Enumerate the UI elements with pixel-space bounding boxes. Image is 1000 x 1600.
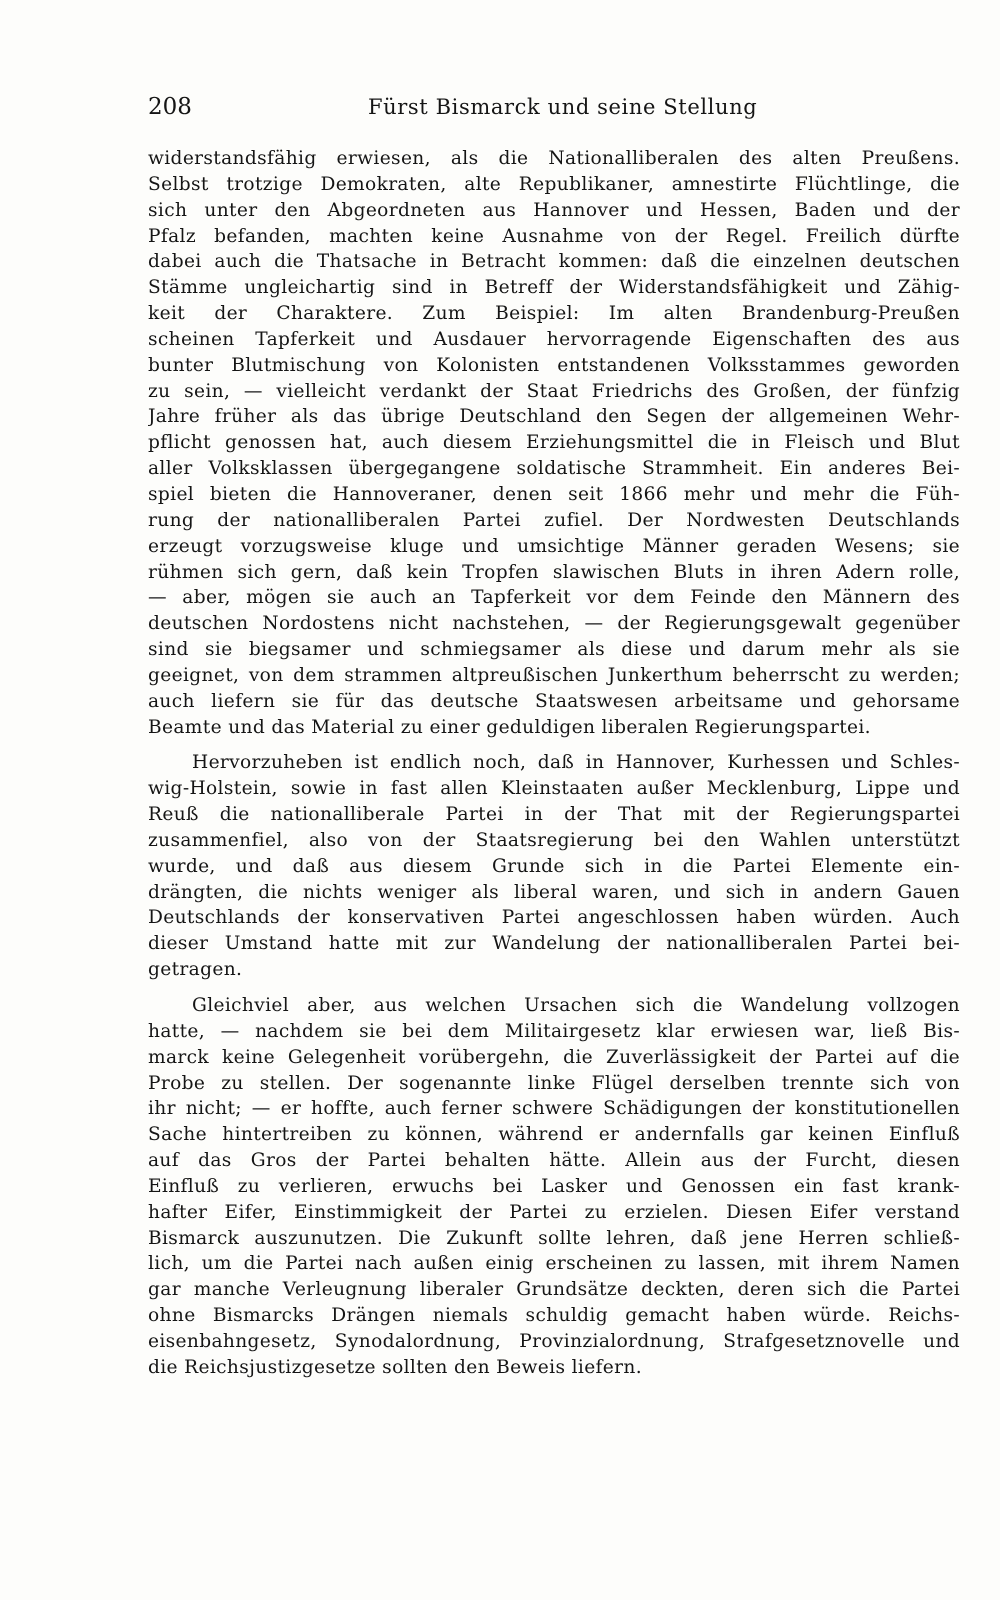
text-line: ohne Bismarcks Drängen niemals schuldig gemacht haben würde. Reichs- (148, 1305, 960, 1327)
text-line: scheinen Tapferkeit und Ausdauer hervorragende Eigenschaften des aus (148, 328, 960, 350)
text-line: lich, um die Partei nach außen einig erscheinen zu lassen, mit ihrem Namen (148, 1253, 960, 1275)
text-line: zu sein, — vielleicht verdankt der Staat Friedrichs des Großen, der fünfzig (148, 380, 960, 402)
page-number: 208 (148, 94, 192, 120)
text-line: ihr nicht; — er hoffte, auch ferner schwere Schädigungen der konstitutionellen (148, 1098, 960, 1120)
text-line: Beamte und das Material zu einer geduldigen liberalen Regierungspartei. (148, 716, 871, 738)
text-line: Hervorzuheben ist endlich noch, daß in Hannover, Kurhessen und Schles- (192, 752, 960, 774)
text-line: keit der Charaktere. Zum Beispiel: Im alten Brandenburg-Preußen (148, 303, 960, 325)
text-line: dabei auch die Thatsache in Betracht kommen: daß die einzelnen deutschen (148, 251, 960, 273)
text-line: spiel bieten die Hannoveraner, denen seit 1866 mehr und mehr die Füh- (148, 483, 960, 505)
text-line: dieser Umstand hatte mit zur Wandelung der nationalliberalen Partei bei- (148, 933, 960, 955)
body-text (148, 146, 960, 1381)
running-head (148, 92, 960, 122)
text-line: Deutschlands der konservativen Partei angeschlossen haben würden. Auch (148, 907, 960, 929)
text-line: rung der nationalliberalen Partei zufiel. Der Nordwesten Deutschlands (148, 509, 960, 531)
text-line: sich unter den Abgeordneten aus Hannover und Hessen, Baden und der (148, 199, 960, 221)
text-line: marck keine Gelegenheit vorübergehn, die Zuverlässigkeit der Partei auf die (148, 1046, 960, 1068)
text-line: Probe zu stellen. Der sogenannte linke Flügel derselben trennte sich von (148, 1072, 960, 1094)
text-line: sind sie biegsamer und schmiegsamer als diese und darum mehr als sie (148, 639, 960, 661)
text-line: wig-Holstein, sowie in fast allen Kleinstaaten außer Mecklenburg, Lippe und (148, 778, 960, 800)
text-line: hafter Eifer, Einstimmigkeit der Partei zu erzielen. Diesen Eifer verstand (148, 1201, 960, 1223)
paragraph (148, 750, 960, 983)
text-line: Gleichviel aber, aus welchen Ursachen sich die Wandelung vollzogen (192, 995, 960, 1016)
text-line: pflicht genossen hat, auch diesem Erziehungsmittel die in Fleisch und Blut (148, 432, 960, 454)
paragraph-gap (148, 740, 960, 750)
text-line: eisenbahngesetz, Synodalordnung, Provinzialordnung, Strafgesetznovelle und (148, 1330, 960, 1352)
text-line: — aber, mögen sie auch an Tapferkeit vor dem Feinde den Männern des (148, 587, 960, 609)
text-line: zusammenfiel, also von der Staatsregierung bei den Wahlen unterstützt (148, 829, 960, 851)
text-line: Reuß die nationalliberale Partei in der That mit der Regierungspartei (148, 804, 960, 826)
text-line: aller Volksklassen übergegangene soldatische Strammheit. Ein anderes Bei- (148, 458, 960, 480)
text-line: Sache hintertreiben zu können, während er andernfalls gar keinen Einfluß (148, 1124, 960, 1146)
text-line: hatte, — nachdem sie bei dem Militairgesetz klar erwiesen war, ließ Bis- (148, 1020, 960, 1042)
text-line: widerstandsfähig erwiesen, als die Nationalliberalen des alten Preußens. (148, 148, 960, 169)
text-line: Pfalz befanden, machten keine Ausnahme von der Regel. Freilich dürfte (148, 225, 960, 247)
text-line: getragen. (148, 959, 243, 981)
text-line: geeignet, von dem strammen altpreußischen Junkerthum beherrscht zu werden; (148, 664, 960, 686)
text-line: drängten, die nichts weniger als liberal waren, und sich in andern Gauen (148, 881, 960, 903)
text-line: auch liefern sie für das deutsche Staatswesen arbeitsame und gehorsame (148, 690, 960, 712)
text-line: gar manche Verleugnung liberaler Grundsätze deckten, deren sich die Partei (148, 1279, 960, 1301)
text-line: erzeugt vorzugsweise kluge und umsichtige Männer geraden Wesens; sie (148, 535, 960, 557)
text-line: Jahre früher als das übrige Deutschland den Segen der allgemeinen Wehr- (148, 406, 960, 428)
paragraph-gap (148, 983, 960, 993)
text-line: Bismarck auszunutzen. Die Zukunft sollte lehren, daß jene Herren schließ- (148, 1227, 960, 1249)
text-line: auf das Gros der Partei behalten hätte. Allein aus der Furcht, diesen (148, 1150, 960, 1172)
text-line: deutschen Nordostens nicht nachstehen, — der Regierungsgewalt gegenüber (148, 613, 960, 635)
running-title: Fürst Bismarck und seine Stellung (368, 95, 758, 119)
text-line: Selbst trotzige Demokraten, alte Republikaner, amnestirte Flüchtlinge, die (148, 173, 960, 195)
text-line: bunter Blutmischung von Kolonisten entstandenen Volksstammes geworden (148, 354, 960, 376)
text-line: die Reichsjustizgesetze sollten den Beweis liefern. (148, 1356, 642, 1378)
paragraph (148, 146, 960, 740)
text-line: Einfluß zu verlieren, erwuchs bei Lasker und Genossen ein fast krank- (148, 1175, 960, 1197)
text-line: Stämme ungleichartig sind in Betreff der Widerstandsfähigkeit und Zähig- (148, 277, 960, 299)
paragraph (148, 993, 960, 1381)
text-line: wurde, und daß aus diesem Grunde sich in die Partei Elemente ein- (148, 855, 960, 877)
text-line: rühmen sich gern, daß kein Tropfen slawischen Bluts in ihren Adern rolle, (148, 561, 960, 583)
